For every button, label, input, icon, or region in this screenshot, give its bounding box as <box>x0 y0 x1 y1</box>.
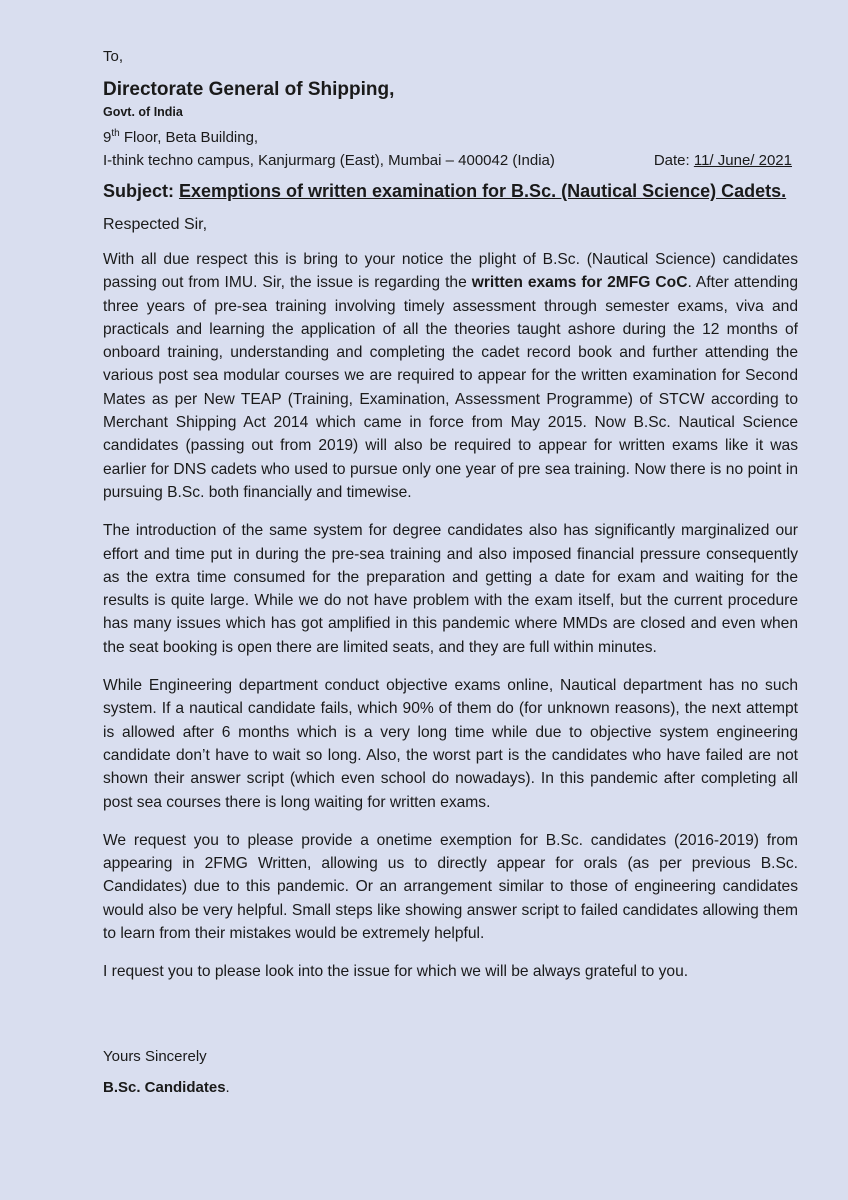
paragraph-2: The introduction of the same system for degree candidates also has significantly marginalized our effort and time put in during the pre-sea training and also imposed financial pressure consequently as the extra time consumed for the preparation and getting a date for exam and waiting for the results is quite large. While we do not have problem with the exam itself, but the current procedure has many issues which has got amplified in this pandemic where MMDs are closed and even when the seat booking is open there are limited seats, and they are full within minutes. <box>103 522 798 656</box>
address-line-1 <box>103 123 798 148</box>
subject-text: Exemptions of written examination for B.Sc. (Nautical Science) Cadets. <box>179 181 787 201</box>
signature-name: B.Sc. Candidates <box>103 1078 226 1096</box>
recipient-govt: Govt. of India <box>103 105 183 119</box>
paragraph-5: I request you to please look into the issue for which we will be always grateful to you. <box>103 963 689 981</box>
address-floor-rest: Floor, Beta Building, <box>119 129 259 146</box>
paragraph-3: While Engineering department conduct objective exams online, Nautical department has no such system. If a nautical candidate fails, which 90% of them do (for unknown reasons), the next attempt is allowed after 6 months which is a very long time while due to objective system engineering candidate don’t have to wait so long. Also, the worst part is the candidates who have failed are not shown their answer script (which even school do nowadays). In this pandemic after completing all post sea courses there is long waiting for written exams. <box>103 677 798 811</box>
date <box>654 150 792 171</box>
to-line: To, <box>103 48 124 65</box>
paragraph-4: We request you to please provide a onetime exemption for B.Sc. candidates (2016-2019) from appearing in 2FMG Written, allowing us to directly appear for orals (as per previous B.Sc. Candidates) due to this pandemic. Or an arrangement similar to those of engineering candidates would also be very helpful. Small steps like showing answer script to failed candidates allowing them to learn from their mistakes would be extremely helpful. <box>103 831 798 943</box>
address-date-row <box>103 150 798 171</box>
signature-period: . <box>225 1078 230 1096</box>
paragraph-1-end: . After attending three years of pre-sea training involving timely assessment through semester exams, viva and practicals and learning the application of all the theories taught ashore during the 12 months of onboard training, understanding and completing the cadet record book and further attending the various post sea modular courses we are required to appear for the written examination for Second Mates as per New TEAP (Training, Examination, Assessment Programme) of STCW according to Merchant Shipping Act 2014 which came in force from May 2015. Now B.Sc. Nautical Science candidates (passing out from 2019) will also be required to appear for written exams like it was earlier for DNS cadets who used to pursue only one year of pre sea training. Now there is no point in pursuing B.Sc. both financially and timewise. <box>103 274 798 501</box>
paragraph-1 <box>103 248 798 504</box>
subject-line <box>103 181 798 202</box>
date-value: 11/ June/ 2021 <box>693 152 792 169</box>
address-line-2: I-think techno campus, Kanjurmarg (East), Mumbai – 400042 (India) <box>103 152 555 169</box>
paragraph-1-bold: written exams for 2MFG CoC <box>471 274 688 292</box>
address-floor-superscript: th <box>111 128 120 139</box>
closing: Yours Sincerely <box>103 1047 207 1065</box>
subject-label: Subject: <box>103 181 180 201</box>
recipient-organization: Directorate General of Shipping, <box>103 79 395 100</box>
salutation: Respected Sir, <box>103 216 208 233</box>
date-label: Date: <box>653 152 694 169</box>
paragraph-1-start: With all due respect this is bring to your notice the plight of B.Sc. (Nautical Science) candidates passing out from IMU. Sir, the issue is regarding the <box>103 251 798 292</box>
signature <box>103 1079 798 1096</box>
address-floor-number: 9 <box>103 129 112 146</box>
